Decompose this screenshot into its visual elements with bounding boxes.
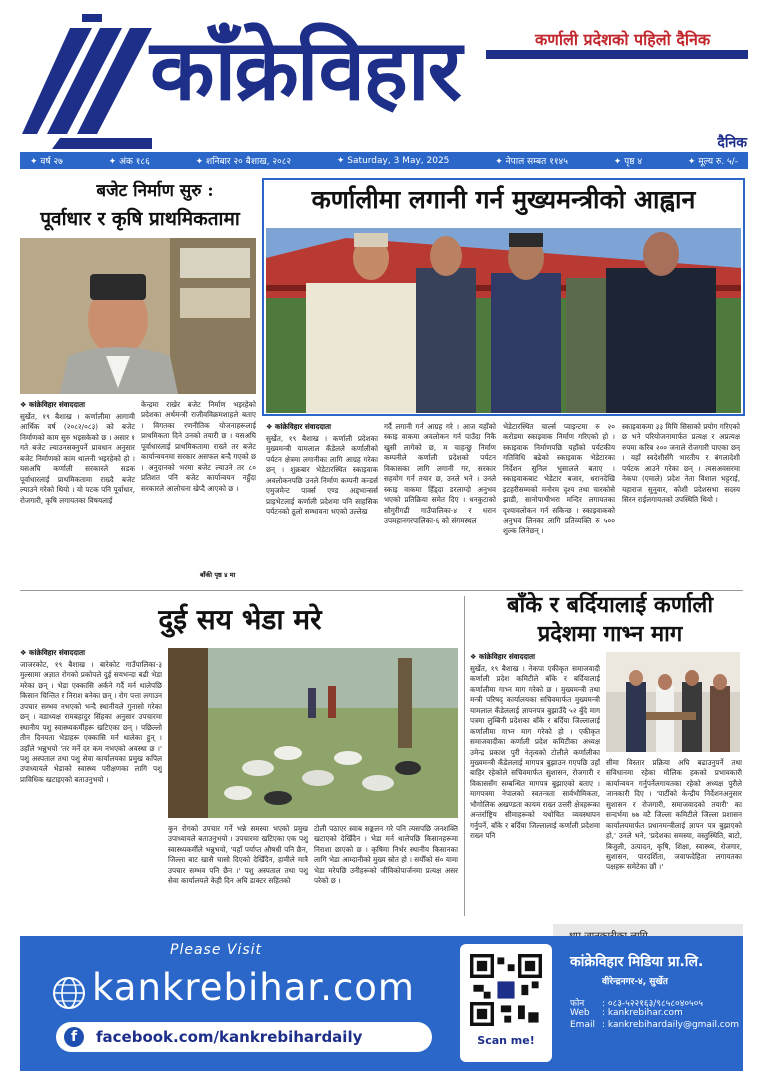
qr-code-icon[interactable] (470, 954, 542, 1026)
issue-price: ✦ मूल्य रु. ५/- (687, 157, 738, 167)
scan-me-label: Scan me! (477, 1034, 535, 1047)
company-name: कांक्रेविहार मिडिया प्रा.लि. (570, 954, 704, 970)
contact-web (570, 1008, 683, 1018)
tagline-bar (486, 50, 748, 59)
investment-column-4: स्काइवाकमा ३३ मिमि सिसाको प्रयोग गरिएको छ भने परियोजनामार्फत प्रत्यक्ष र अप्रत्यक्ष रुपमा करिब २०० जनाले रोजगारी पाएका छन् । यहाँ स्वदेशीसँगै भारतीय र बंगलादेशी पर्यटक आउने गरेका छन् । त्यसअवसरमा नेकपा (एमाले) प्रदेश नेता विशाल भट्टराई, यहाराज सुनुवार, कोशी प्रदेशसभा सदस्य सिरन राईलगायतको उपस्थिति थियो । (622, 422, 740, 505)
investment-headline: कर्णालीमा लगानी गर्न मुख्यमन्त्रीको आह्वान (311, 185, 696, 214)
budget-column-1: सुर्खेत, १९ बैशाख । कर्णालीमा आगामी आर्थिक वर्ष (२०८२/०८३) को बजेट निर्माणको काम सुरु भइसकेको छ । असार १ गते बजेट ल्याउनसक्नुपर्ने प्रावधान अनुसार बजेट निर्माणको काम थालनी भइरहेको हो । यसअघि कर्णाली सरकारले सडक पूर्वाधारलाई प्राथमिकतामा राख्दै बजेट ल्याउने गरेको थियो । यो पटक पनि पूर्वाधार, रोजगारी, कृषि लगायतका विषयलाई (20, 412, 135, 505)
contact-email (570, 1020, 739, 1030)
investment-column-1: सुर्खेत, १९ बैशाख । कर्णाली प्रदेशका मुख्यमन्त्री यामलाल कँडेलले कर्णालीको पर्यटन क्षेत्रमा लगानीका लागि आग्रह गरेका छन् । शुक्रबार भेडेटारस्थित स्काइवाक अवलोकनपछि उनले निर्माण कम्पनी कन्डर्स एमुजमेन्ट पार्क्स एण्ड अड्भान्सर्स प्राइभेटलाई कर्णाली प्रदेशमा पनि साहसिक पर्यटनको ठूलो सम्भावना भएको उल्लेख (266, 434, 378, 517)
issue-info-bar (20, 152, 748, 169)
sheep-byline: ❖ कांक्रेविहार संवाददाता (20, 648, 85, 657)
logo-mark-icon (22, 14, 157, 149)
website-link[interactable]: kankrebihar.com (92, 966, 415, 1009)
phone-value: : ०८३-५२२१६३/९८५८०४०५०५ (602, 999, 704, 1009)
banke-headline-line2: प्रदेशमा गाभ्न माग (537, 621, 683, 647)
budget-continued: बाँकी पृष्ठ ४ मा (200, 571, 236, 579)
budget-photo (20, 238, 256, 394)
sheep-column-3: टोली पठाएर स्वाब सङ्कलन गरे पनि त्यसपछि जनशक्ति खटाएको देखिँदैन । भेडा मर्न थालेपछि किसानहरूमा निराशा छाएको छ । कृषिमा निर्भर स्थानीय किसानका लागि भेडा आम्दानीको मुख्य स्रोत हो । सयौँको सं० यामा भेडा मरेपछि उनीहरूको जीविकोपार्जनमा प्रत्यक्ष असर परेको छ । (314, 824, 458, 886)
issue-date-en: ✦ Saturday, 3 May, 2025 (336, 155, 450, 166)
banke-byline: ❖ कांक्रेविहार संवाददाता (470, 652, 535, 661)
budget-byline: ❖ कांक्रेविहार संवाददाता (20, 400, 85, 409)
masthead-tagline: कर्णाली प्रदेशको पहिलो दैनिक (535, 30, 711, 49)
banke-photo (606, 652, 740, 752)
web-value[interactable]: : kankrebihar.com (602, 1008, 683, 1018)
facebook-link[interactable]: facebook.com/kankrebihardaily (56, 1022, 432, 1052)
banke-column-2: सीमा विस्तार प्रक्रिया अघि बढाउनुपर्ने तथा संविधानमा रहेका मौलिक हकको प्रभावकारी कार्यान्वयन गर्नुपर्नेलगायतका रहेको अध्यक्ष पुरीले जानकारी दिए । 'पार्टीको केन्द्रीय निर्देशनअनुसार सुशासन र रोजगारी, समाजवादको तयारी' का सन्दर्भमा ७७ वटै जिल्ला कमिटीले जिल्ला प्रशासन कार्यालयमार्फत प्रधानमन्त्रीलाई ज्ञापन पत्र बुझाएको हो,' उनले भने, 'प्रदेशका समस्या, वस्तुस्थिति, बाटो, बिजुली, उत्पादन, कृषि, शिक्षा, स्वास्थ्य, रोजगार, सुशासन, पारदर्शिता, जवाफदेहिता लगायतका पक्षहरू समेटेका छौं ।' (606, 758, 742, 872)
please-visit: Please Visit (170, 942, 263, 958)
section-divider (20, 590, 743, 591)
masthead (0, 0, 763, 152)
issue-pages: ✦ पृष्ठ ४ (613, 157, 643, 167)
banke-headline-line1: बाँके र बर्दियालाई कर्णाली (506, 593, 714, 618)
sheep-headline: दुई सय भेडा मरे (158, 603, 322, 636)
masthead-daily: दैनिक (717, 135, 747, 151)
globe-icon (52, 976, 86, 1010)
banke-headline (470, 592, 750, 649)
investment-column-3: भेडेटारस्थित चार्ल्स प्वाइन्टमा रु २० करोडमा स्काइवाक निर्माण गरिएको हो । स्काइवाक निर्माणपछि यहाँको पर्यटकीय गतिविधि बढेको स्काइवाक भेडेटारका निर्देशन सुनिल भुसालले बताए । स्काइवाकबाट भेडेटार बजार, धरानदेखि इटहरीसम्मको मनोरम दृश्य तथा चारकोसे झाडी, सानोपाथीभरा मन्दिर लगायतका दृश्यावलोकन गर्न सकिन्छ । स्काइवाकको अनुभव लिनका लागि प्रतिव्यक्ति रु ५०० शुल्क लिनेछन् । (503, 422, 615, 536)
sheep-column-2: कुन रोगको उपचार गर्ने भन्ने समस्या भएको प्रमुख उपाध्यायले बताउनुभयो । उपचारमा खटिएका एक पशु स्वास्थ्यकर्मीले भन्नुभयो, 'यहाँ पर्याप्त औषधी पनि छैन, जिल्ला बाट खासै चासो दिएको देखिँदैन, हामीले मात्रै उपचार सम्भव पनि छैन ।' पशु अस्पताल तथा पशु सेवा कार्यालयले केही दिन अघि डाक्टर सहितको (168, 824, 308, 886)
investment-column-2: गर्दै लगानी गर्न आग्रह गरे । आज यहाँको स्काइ वाकमा अवलोकन गर्न पाउँदा निकै खुसी लागेको छ, म चाहन्छु निर्माण कम्पनीले कर्णाली प्रदेशको पर्यटन विकासका लागि लगानी गर, सरकार सहयोग गर्न तयार छ, उनले भने । उनले स्काइ वाकमा हिँड्दा डरलाग्दो अनुभव भएको प्रतिक्रिया समेत दिए । धनकुटाको सौगुरीगढी गाउँपालिका-४ र धरान उपमहानगरपालिका-६ को संगमस्थल (384, 422, 496, 525)
banke-column-1: सुर्खेत, १९ बैशाख । नेकपा एकीकृत समाजवादी कर्णाली प्रदेश कमिटीले बाँके र बर्दियालाई कर्णालीमा गाभ्न माग गरेको छ । मुख्यमन्त्री तथा मन्त्री परिषद् कार्यालयका सचिवमार्फत मुख्यमन्त्री यामलाल कँडेललाई ज्ञापनपत्र बुझाउँदै ५२ बुँदे माग पत्रमा लुम्बिनी प्रदेशका बाँके र बर्दिया जिल्लालाई कर्णालीमा गाभ्न माग गरेको हो । एकीकृत समाजवादीका कर्णाली प्रदेश कमिटीका अध्यक्ष उमेन्द्र प्रकाश पुरी नेतृत्वको टोलीले कर्णालीका मुख्यमन्त्री कँडेललाई मागपत्र बुझाउन गएपछि उहाँ बाहिर रहेकोले सचिवमार्फत सुशासन, रोजगारी र विकाससँग सम्बन्धित मागपत्र बुझाएको बताए । मागपत्रमा नेपालको स्वतन्त्रता सार्वभौमिकता, भौगोलिक अखण्डता कायम राख्न उत्तरी क्षेत्रहरूका अन्तर्राष्ट्रिय सीमाहरूको यथोचित व्यवस्थापन गर्नुपर्ने, बाँके र बर्दिया जिल्लालाई कर्णाली प्रदेशमा राख्न पनि (470, 664, 600, 840)
masthead-title: कांँक्रेविहार (150, 21, 460, 119)
issue-year: ✦ वर्ष २७ (30, 157, 63, 167)
issue-date-np: ✦ शनिबार २० बैशाख, २०८२ (195, 157, 292, 167)
company-address: वीरेन्द्रनगर-४, सुर्खेत (602, 977, 668, 987)
sheep-photo (168, 648, 458, 818)
phone-label: फोन (570, 999, 585, 1009)
budget-column-2: केन्द्रमा राखेर बजेट निर्माण भइरहेको प्रदेशका अर्थमन्त्री राजीवविक्रमशाहले बताए । विगतका रणनीतिक योजनाहरूलाई प्राथमिकता दिने उनको तयारी छ । यसअघि पूर्वाधारलाई प्राथमिकतामा राख्ने तर बजेट कार्यान्वयनमा सरकार असफल बन्दै गएको छ । अनुदानको भरमा बजेट ल्याउने तर ८० प्रतिशत पनि बजेट कार्यान्वयन नहुँदा सरकारले आलोचना खेप्दै आएको छ । (141, 400, 256, 493)
column-divider (464, 596, 465, 916)
issue-number: ✦ अंक १८६ (108, 157, 150, 167)
email-label: Email (570, 1020, 595, 1030)
investment-byline: ❖ कांक्रेविहार संवाददाता (266, 422, 331, 431)
email-value[interactable]: : kankrebihardaily@gmail.com (602, 1020, 740, 1030)
investment-photo (266, 228, 741, 413)
sheep-column-1: जाजरकोट, १९ बैशाख । बारेकोट गाउँपालिका-३ मुल्सामा अज्ञात रोगको प्रकोपले दुई सयभन्दा बढी भेडा मरेका छन् । भेडा एक्कासि अर्कने गर्दै मर्न थालेपछि किसान चिन्तित र निराश बनेका छन् । रोग पत्ता लगाउन उपचार सम्भव नभएको भन्दै स्थानीयले गुनासो गरेका छन् । वडाध्यक्ष रामबहादुर सिंहका अनुसार उपचारमा स्थानीय पशु स्वास्थ्यकर्मीहरू खटिएका छन् । पछिल्लो तीन दिनयता भेडाहरू एक्कासि मर्न थालेका हुन् । उहाँले भन्नुभयो 'तर मर्ने दर कम नभएको अवस्था छ ।' पशु अस्पताल तथा पशु सेवा कार्यालयका प्रमुख कपिल उपाध्यायले भेडाको स्वास्थ्य परीक्षणका लागि पशु प्राविधिक खटाइएको बताउनुभयो । (20, 660, 162, 784)
issue-nepal-sambat: ✦ नेपाल सम्बत ११४५ (495, 157, 568, 167)
budget-headline-line2: पूर्वाधार र कृषि प्राथमिकतामा (40, 208, 240, 230)
facebook-icon: f (64, 1027, 84, 1047)
budget-headline-line1: बजेट निर्माण सुरु : (96, 181, 214, 201)
web-label: Web (570, 1008, 590, 1018)
